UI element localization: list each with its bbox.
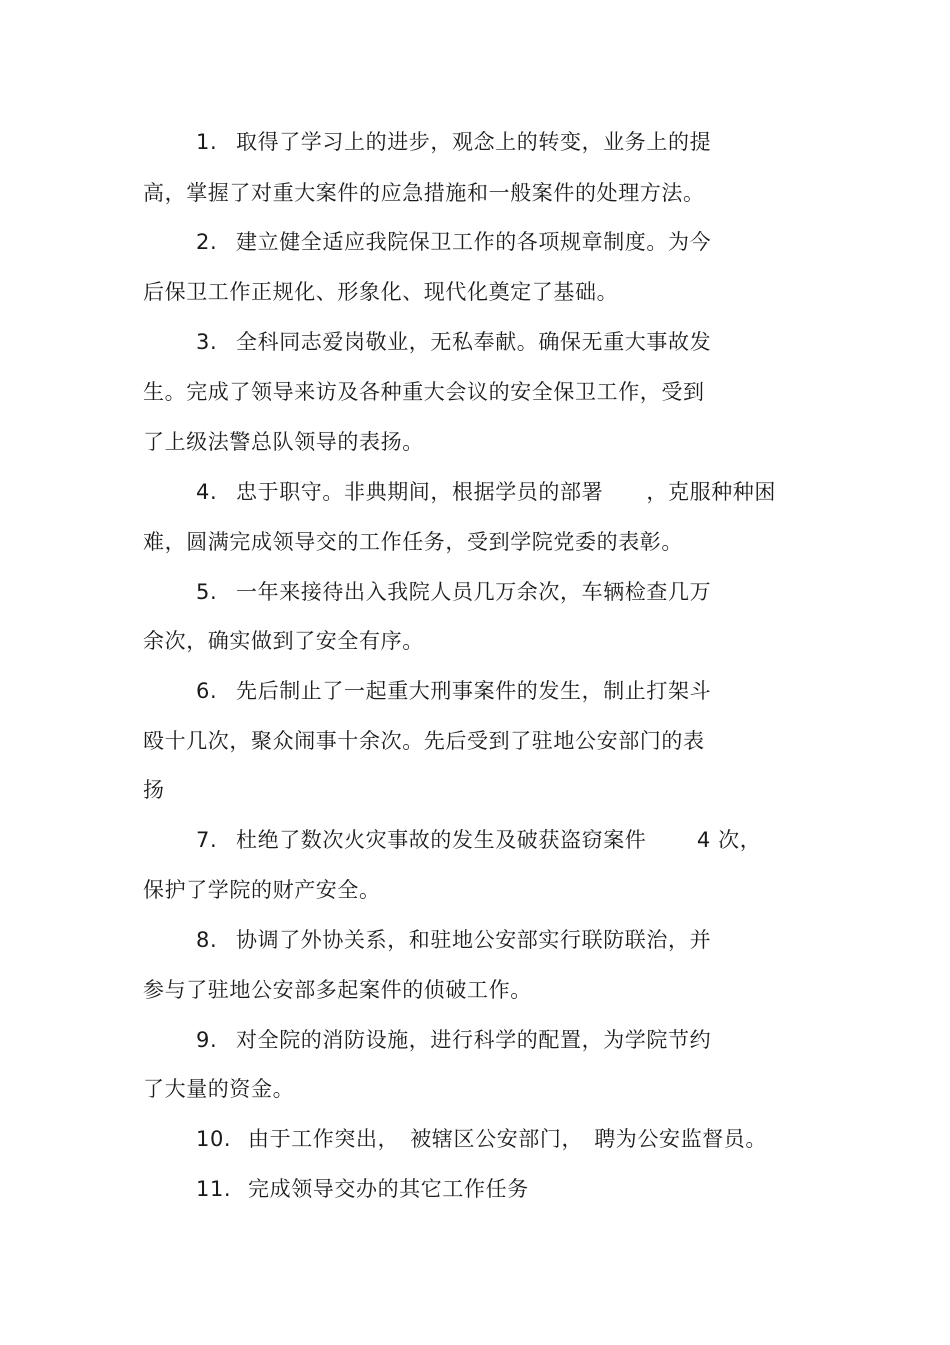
item-9-number: 9. [196,1028,218,1052]
item-2-line-1: 2. 建立健全适应我院保卫工作的各项规章制度。为今 [196,230,712,254]
item-6-line-3: 扬 [143,778,165,802]
item-5-line-2: 余次，确实做到了安全有序。 [143,629,424,653]
item-7-line-2: 保护了学院的财产安全。 [143,878,381,902]
item-10-number: 10. [196,1127,232,1151]
item-5-number: 5. [196,580,218,604]
item-2-line-2: 后保卫工作正规化、形象化、现代化奠定了基础。 [143,280,619,304]
item-9-line-1: 9. 对全院的消防设施，进行科学的配置，为学院节约 [196,1028,712,1052]
item-3-line-1: 3. 全科同志爱岗敬业，无私奉献。确保无重大事故发 [196,330,712,354]
item-3-number: 3. [196,330,218,354]
item-8-number: 8. [196,928,218,952]
item-1-line-1: 1. 取得了学习上的进步，观念上的转变，业务上的提 [196,130,712,154]
item-7-number: 7. [196,828,218,852]
item-3-line-2: 生。完成了领导来访及各种重大会议的安全保卫工作，受到 [143,380,705,404]
item-4-number: 4. [196,480,218,504]
item-8-line-1: 8. 协调了外协关系，和驻地公安部实行联防联治，并 [196,928,712,952]
item-5-line-1: 5. 一年来接待出入我院人员几万余次，车辆检查几万 [196,580,712,604]
item-2-number: 2. [196,230,218,254]
item-4-line-2: 难，圆满完成领导交的工作任务，受到学院党委的表彰。 [143,530,683,554]
item-8-line-2: 参与了驻地公安部多起案件的侦破工作。 [143,978,532,1002]
item-11-line-1: 11. 完成领导交办的其它工作任务 [196,1177,529,1201]
item-7-line-1: 7. 杜绝了数次火灾事故的发生及破获盗窃案件 4 次， [196,828,762,852]
item-6-line-1: 6. 先后制止了一起重大刑事案件的发生，制止打架斗 [196,679,712,703]
item-6-line-2: 殴十几次，聚众闹事十余次。先后受到了驻地公安部门的表 [143,729,705,753]
item-10-line-1: 10. 由于工作突出， 被辖区公安部门， 聘为公安监督员。 [196,1127,767,1151]
item-3-line-3: 了上级法警总队领导的表扬。 [143,430,424,454]
item-1-line-2: 高，掌握了对重大案件的应急措施和一般案件的处理方法。 [143,181,705,205]
item-1-number: 1. [196,130,218,154]
item-9-line-2: 了大量的资金。 [143,1077,295,1101]
item-4-line-1: 4. 忠于职守。非典期间，根据学员的部署 ，克服种种困 [196,480,776,504]
item-6-number: 6. [196,679,218,703]
item-11-number: 11. [196,1177,232,1201]
